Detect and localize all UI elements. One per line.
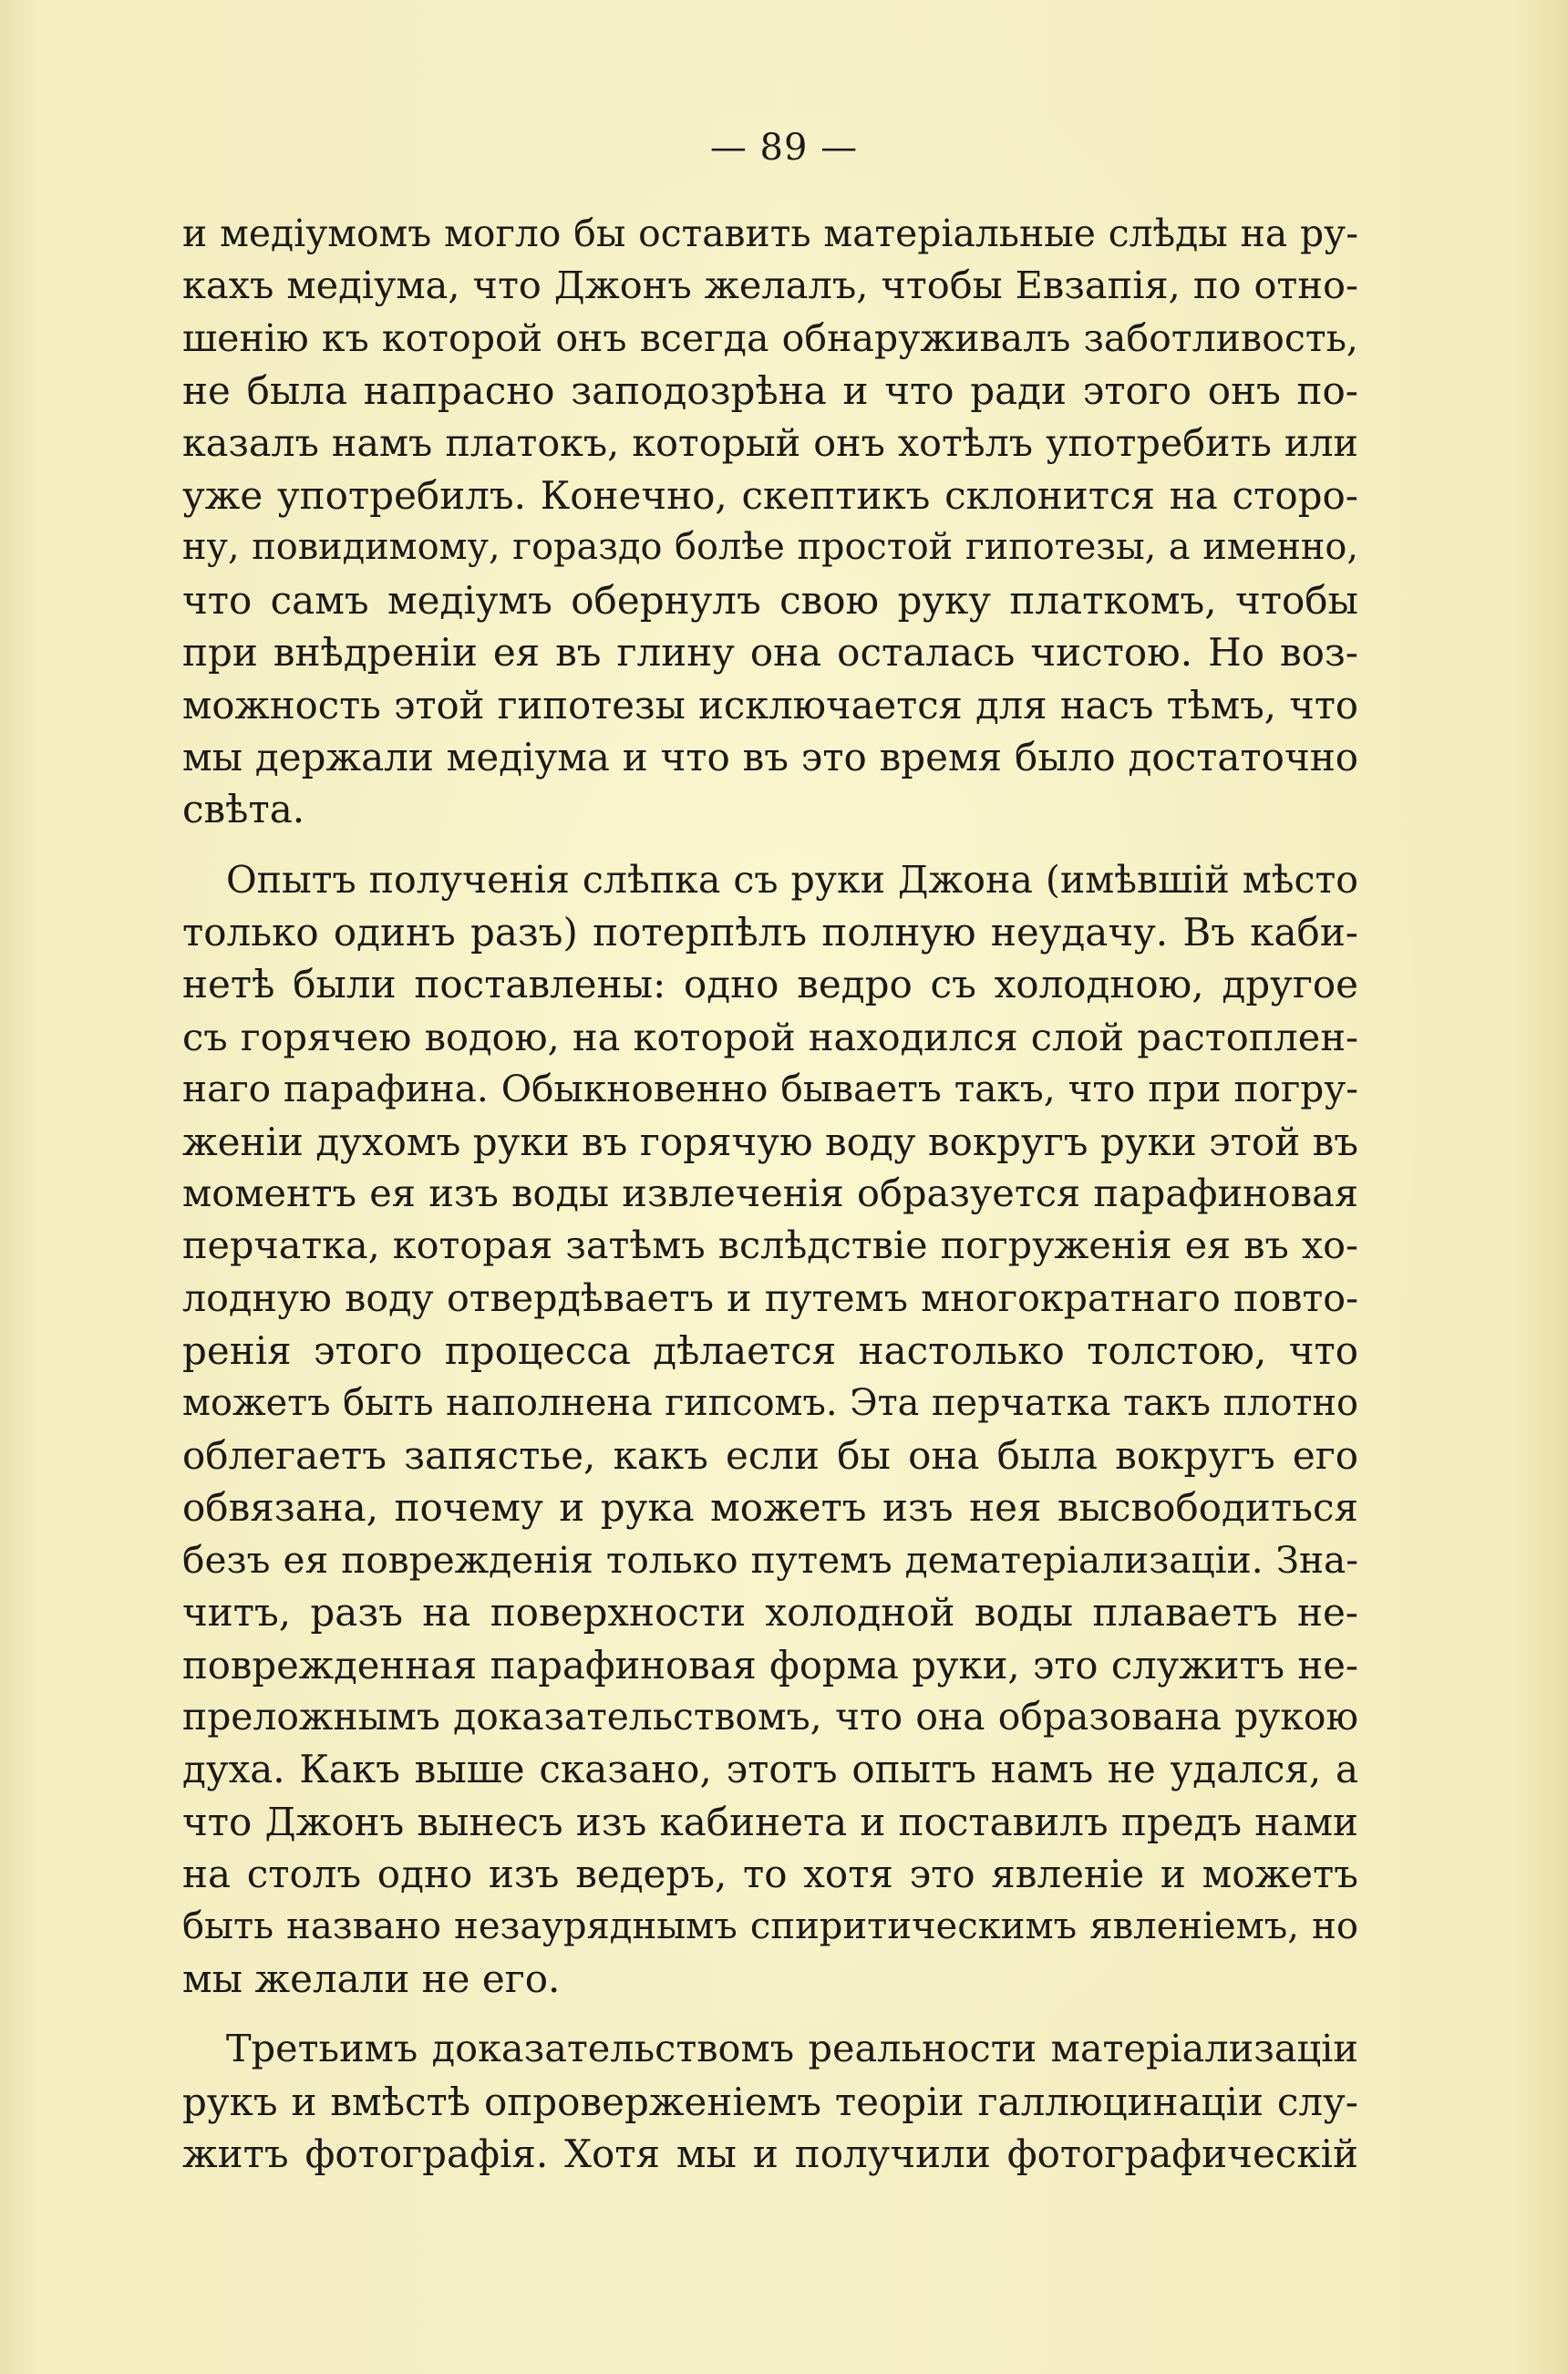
text-line: что самъ медіумъ обернулъ свою руку платкомъ, чтобы xyxy=(182,577,1358,623)
text-line: перчатка, которая затѣмъ вслѣдствіе погруженія ея въ хо- xyxy=(182,1223,1358,1268)
text-line: что Джонъ вынесъ изъ кабинета и поставилъ предъ нами xyxy=(182,1799,1358,1844)
text-line: и медіумомъ могло бы оставить матеріальные слѣды на ру- xyxy=(182,212,1358,255)
text-line: Опытъ полученія слѣпка съ руки Джона (имѣвшій мѣсто xyxy=(226,857,1358,902)
text-line: мы держали медіума и что въ это время было достаточно xyxy=(182,734,1358,779)
text-line: ренія этого процесса дѣлается настолько толстою, что xyxy=(182,1328,1358,1374)
text-line: ну, повидимому, гораздо болѣе простой гипотезы, а именно, xyxy=(182,526,1358,569)
text-line: житъ фотографія. Хотя мы и получили фотографическій xyxy=(182,2131,1358,2177)
page-number: — 89 — xyxy=(709,127,859,169)
text-line: только одинъ разъ) потерпѣлъ полную неудачу. Въ каби- xyxy=(182,910,1358,955)
text-line: уже употребилъ. Конечно, скептикъ склонится на сторо- xyxy=(182,472,1358,518)
text-line: моментъ ея изъ воды извлеченія образуется парафиновая xyxy=(182,1172,1358,1216)
text-line: на столъ одно изъ ведеръ, то хотя это явленіе и можетъ xyxy=(182,1852,1358,1897)
text-line: не была напрасно заподозрѣна и что ради этого онъ по- xyxy=(182,368,1358,414)
text-line: облегаетъ запястье, какъ если бы она была вокругъ его xyxy=(182,1432,1358,1478)
text-line: съ горячею водою, на которой находился слой растоплен- xyxy=(182,1014,1358,1059)
text-line: быть названо незауряднымъ спиритическимъ явленіемъ, но xyxy=(182,1904,1358,1947)
text-line: Третьимъ доказательствомъ реальности матеріализаціи xyxy=(226,2027,1358,2071)
paragraph-2 xyxy=(182,854,1358,2006)
text-line: при внѣдреніи ея въ глину она осталась чистою. Но воз- xyxy=(182,630,1358,676)
text-line: мы желали не его. xyxy=(182,1956,561,2001)
text-line: можность этой гипотезы исключается для насъ тѣмъ, что xyxy=(182,682,1358,728)
text-line: кахъ медіума, что Джонъ желалъ, чтобы Евзапія, по отно- xyxy=(182,263,1358,308)
text-line: наго парафина. Обыкновенно бываетъ такъ, что при погру- xyxy=(182,1067,1358,1111)
text-line: нетѣ были поставлены: одно ведро съ холодною, другое xyxy=(182,962,1358,1007)
paragraph-gap xyxy=(182,836,1358,854)
text-line: обвязана, почему и рука можетъ изъ нея высвободиться xyxy=(182,1485,1358,1531)
text-line: поврежденная парафиновая форма руки, это служитъ не- xyxy=(182,1642,1358,1688)
paragraph-1 xyxy=(182,208,1358,836)
body-text xyxy=(182,208,1358,2180)
text-line: женіи духомъ руки въ горячую воду вокругъ руки этой въ xyxy=(182,1119,1358,1164)
text-line: казалъ намъ платокъ, который онъ хотѣлъ употребить или xyxy=(182,420,1358,465)
text-line: рукъ и вмѣстѣ опроверженіемъ теоріи галлюцинаціи слу- xyxy=(182,2079,1358,2124)
text-line: свѣта. xyxy=(182,787,305,832)
text-line: преложнымъ доказательствомъ, что она образована рукою xyxy=(182,1694,1358,1739)
text-line: шенію къ которой онъ всегда обнаруживалъ заботливость, xyxy=(182,315,1358,360)
text-line: духа. Какъ выше сказано, этотъ опытъ намъ не удался, а xyxy=(182,1747,1358,1792)
text-line: безъ ея поврежденія только путемъ дематеріализаціи. Зна- xyxy=(182,1537,1358,1582)
text-line: можетъ быть наполнена гипсомъ. Эта перчатка такъ плотно xyxy=(182,1381,1358,1424)
text-line: читъ, разъ на поверхности холодной воды плаваетъ не- xyxy=(182,1590,1358,1636)
paragraph-3 xyxy=(182,2023,1358,2180)
text-line: лодную воду отвердѣваетъ и путемъ многократнаго повто- xyxy=(182,1275,1358,1320)
paragraph-gap xyxy=(182,2005,1358,2023)
